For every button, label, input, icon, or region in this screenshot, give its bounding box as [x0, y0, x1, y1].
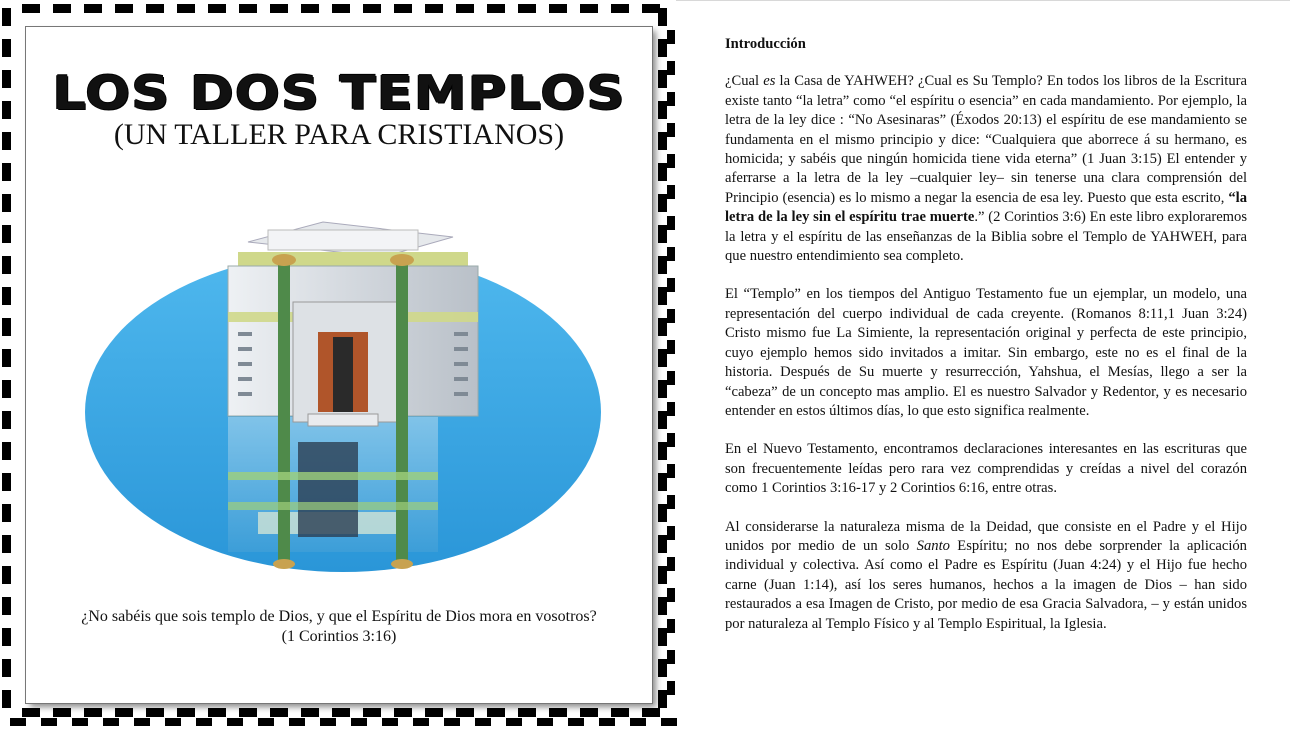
border-dash — [2, 535, 11, 553]
border-dash — [165, 718, 181, 726]
border-dash — [658, 659, 667, 677]
section-heading: Introducción — [725, 36, 806, 52]
border-dash — [518, 708, 536, 717]
border-dash — [2, 473, 11, 491]
border-dash — [611, 4, 629, 13]
border-dash — [658, 504, 667, 522]
border-dash — [270, 4, 288, 13]
border-dash — [549, 4, 567, 13]
border-dash — [444, 718, 460, 726]
border-dash — [10, 718, 26, 726]
border-dash — [667, 216, 675, 230]
border-dash — [667, 464, 675, 478]
pillar-right — [396, 262, 408, 562]
border-dash — [537, 718, 553, 726]
p1-emphasis: es — [763, 73, 776, 90]
border-dash — [177, 4, 195, 13]
border-dash — [103, 718, 119, 726]
border-dash — [658, 132, 667, 150]
paragraph-4 — [725, 518, 1247, 634]
p4-text-c: Espíritu; no nos debe sorprender la aplicación individual y colectiva. Así como el Padre es Espíritu (Juan 4:24) y el Hijo fue hecho carne (Juan 1:14), así los seres humanos, hechos a la imagen de Dios – han sido restaurados a esa Imagen de Cristo, por medio de esa Gracia Salvadora, – y están unidos por naturaleza al Templo Físico y al Templo Espiritual, la Iglesia. — [725, 537, 1247, 632]
pillar-left — [278, 262, 290, 562]
p1-bold-quote: “la letra de la ley sin el espíritu trae muerte — [725, 189, 1247, 226]
border-dash — [658, 318, 667, 336]
border-dash — [363, 4, 381, 13]
border-dash — [2, 628, 11, 646]
border-dash — [2, 442, 11, 460]
border-dash — [41, 718, 57, 726]
border-dash — [2, 659, 11, 677]
border-dash — [177, 708, 195, 717]
border-dash — [661, 718, 677, 726]
border-dash — [667, 92, 675, 106]
border-dash — [549, 708, 567, 717]
cover-quote-text: ¿No sabéis que sois templo de Dios, y que el Espíritu de Dios mora en vosotros? — [81, 608, 597, 625]
border-dash — [2, 70, 11, 88]
document-text — [725, 35, 1247, 653]
border-dash — [2, 256, 11, 274]
border-dash — [667, 309, 675, 323]
border-dash — [667, 588, 675, 602]
border-dash — [658, 39, 667, 57]
border-dash — [320, 718, 336, 726]
border-dash — [667, 185, 675, 199]
border-dash — [2, 287, 11, 305]
border-dash — [658, 194, 667, 212]
border-dash — [115, 708, 133, 717]
border-dash — [394, 708, 412, 717]
border-dash — [227, 718, 243, 726]
border-dash — [196, 718, 212, 726]
border-dash — [506, 718, 522, 726]
border-dash — [382, 718, 398, 726]
border-dash — [2, 380, 11, 398]
border-dash — [208, 4, 226, 13]
border-dash — [146, 708, 164, 717]
border-dash — [22, 4, 40, 13]
border-dash — [580, 708, 598, 717]
border-dash — [667, 123, 675, 137]
border-dash — [475, 718, 491, 726]
border-dash — [413, 718, 429, 726]
border-dash — [580, 4, 598, 13]
border-dash — [115, 4, 133, 13]
cover-quote — [56, 607, 622, 647]
border-dash — [2, 8, 11, 26]
border-dash — [630, 718, 646, 726]
cover-quote-reference: (1 Corintios 3:16) — [281, 628, 397, 645]
border-dash — [658, 535, 667, 553]
border-dash — [134, 718, 150, 726]
border-dash — [667, 61, 675, 75]
border-dash — [2, 411, 11, 429]
border-dash — [667, 371, 675, 385]
border-dash — [239, 708, 257, 717]
border-dash — [363, 708, 381, 717]
border-dash — [239, 4, 257, 13]
cover-card — [26, 27, 652, 703]
border-dash — [72, 718, 88, 726]
border-dash — [456, 4, 474, 13]
border-dash — [599, 718, 615, 726]
p4-text-a: Al considerarse la naturaleza misma de la Deidad, que consiste en el Padre y el Hijo unidos por medio de un solo — [725, 518, 1247, 554]
border-dash — [2, 504, 11, 522]
border-dash — [84, 4, 102, 13]
border-dash — [658, 349, 667, 367]
border-dash — [53, 4, 71, 13]
border-dash — [658, 566, 667, 584]
border-dash — [2, 349, 11, 367]
border-dash — [667, 619, 675, 633]
border-dash — [351, 718, 367, 726]
border-dash — [658, 690, 667, 708]
border-dash — [2, 566, 11, 584]
border-dash — [425, 708, 443, 717]
border-dash — [487, 708, 505, 717]
border-dash — [667, 247, 675, 261]
temple-illustration — [78, 192, 608, 592]
border-dash — [332, 708, 350, 717]
p4-emphasis: Santo — [916, 537, 950, 554]
border-dash — [84, 708, 102, 717]
border-dash — [53, 708, 71, 717]
border-dash — [2, 163, 11, 181]
border-dash — [658, 442, 667, 460]
border-dash — [642, 708, 660, 717]
border-dash — [667, 278, 675, 292]
border-dash — [518, 4, 536, 13]
border-dash — [2, 225, 11, 243]
border-dash — [667, 495, 675, 509]
border-dash — [258, 718, 274, 726]
border-dash — [487, 4, 505, 13]
border-dash — [456, 708, 474, 717]
border-dash — [658, 70, 667, 88]
border-dash — [667, 30, 675, 44]
border-dash — [568, 718, 584, 726]
border-dash — [667, 650, 675, 664]
border-dash — [289, 718, 305, 726]
border-dash — [658, 101, 667, 119]
paragraph-2: El “Templo” en los tiempos del Antiguo Testamento fue un ejemplar, un modelo, una representación del cuerpo individual de cada creyente. (Romanos 8:11,1 Juan 3:24) Cristo mismo fue La Simiente, la representación original y perfecta de este principio, cuyo ejemplo hemos sido invitados a imitar. Sin embargo, este no es el final de la historia. Después de Su muerte y resurrección, Yahshua, el Mesías, llego a ser la “cabeza” de un concepto mas amplio. El es nuestro Salvador y Redentor, y es necesario entender en estos últimos días, lo que esto significa realmente. — [725, 286, 1247, 419]
border-dash — [667, 402, 675, 416]
border-dash — [208, 708, 226, 717]
paragraph-3: En el Nuevo Testamento, encontramos declaraciones interesantes en las escrituras que son frecuentemente leídas pero rara vez comprendidas y creídas a nivel del corazón como 1 Corintios 3:16-17 y 2 Corintios 6:16, entre otras. — [725, 441, 1247, 497]
border-dash — [658, 256, 667, 274]
cover-title: LOS DOS TEMPLOS — [52, 66, 626, 121]
border-dash — [2, 101, 11, 119]
border-dash — [658, 287, 667, 305]
border-dash — [146, 4, 164, 13]
border-dash — [394, 4, 412, 13]
p1-text-a: ¿Cual — [725, 73, 764, 90]
border-dash — [658, 380, 667, 398]
top-rule — [676, 0, 1290, 1]
border-dash — [2, 318, 11, 336]
border-dash — [667, 526, 675, 540]
border-dash — [658, 473, 667, 491]
border-dash — [2, 690, 11, 708]
border-dash — [2, 194, 11, 212]
p1-text-e: .” (2 Corintios 3:6) En este libro exploraremos la letra y el espíritu de las enseñanzas de la Biblia sobre el Templo de YAHWEH, para que nuestro entendimiento sea completo. — [725, 209, 1248, 265]
border-dash — [2, 132, 11, 150]
border-dash — [332, 4, 350, 13]
border-dash — [611, 708, 629, 717]
paragraph-1 — [725, 72, 1247, 266]
p1-text-c: la Casa de YAHWEH? ¿Cual es Su Templo? En todos los libros de la Escritura existe tanto “la letra” como “el espíritu o esencia” en cada mandamiento. Por ejemplo, la letra de la ley dice : “No Asesinaras” (Éxodos 20:13) el espíritu de ese mandamiento se fundamenta en el mismo principio y dice: “Cualquiera que aborrece á su hermano, es homicida; y sabéis que ningún homicida tiene vida eterna” (1 Juan 3:15) El entender y aferrarse a la letra de la ley –cualquier ley– sin tenerse una clara comprensión del Principio (esencia) es lo mismo a negar la esencia de esa ley. Puesto que esta escrito, — [725, 73, 1247, 206]
border-dash — [2, 39, 11, 57]
border-dash — [301, 708, 319, 717]
border-dash — [270, 708, 288, 717]
border-dash — [2, 597, 11, 615]
border-dash — [658, 597, 667, 615]
border-dash — [667, 557, 675, 571]
border-dash — [425, 4, 443, 13]
cover-subtitle: (UN TALLER PARA CRISTIANOS) — [113, 118, 565, 151]
border-dash — [658, 628, 667, 646]
border-dash — [642, 4, 660, 13]
border-dash — [667, 340, 675, 354]
border-dash — [667, 681, 675, 695]
border-dash — [301, 4, 319, 13]
border-dash — [667, 433, 675, 447]
border-dash — [658, 163, 667, 181]
border-dash — [667, 154, 675, 168]
border-dash — [658, 225, 667, 243]
border-dash — [22, 708, 40, 717]
border-dash — [658, 411, 667, 429]
